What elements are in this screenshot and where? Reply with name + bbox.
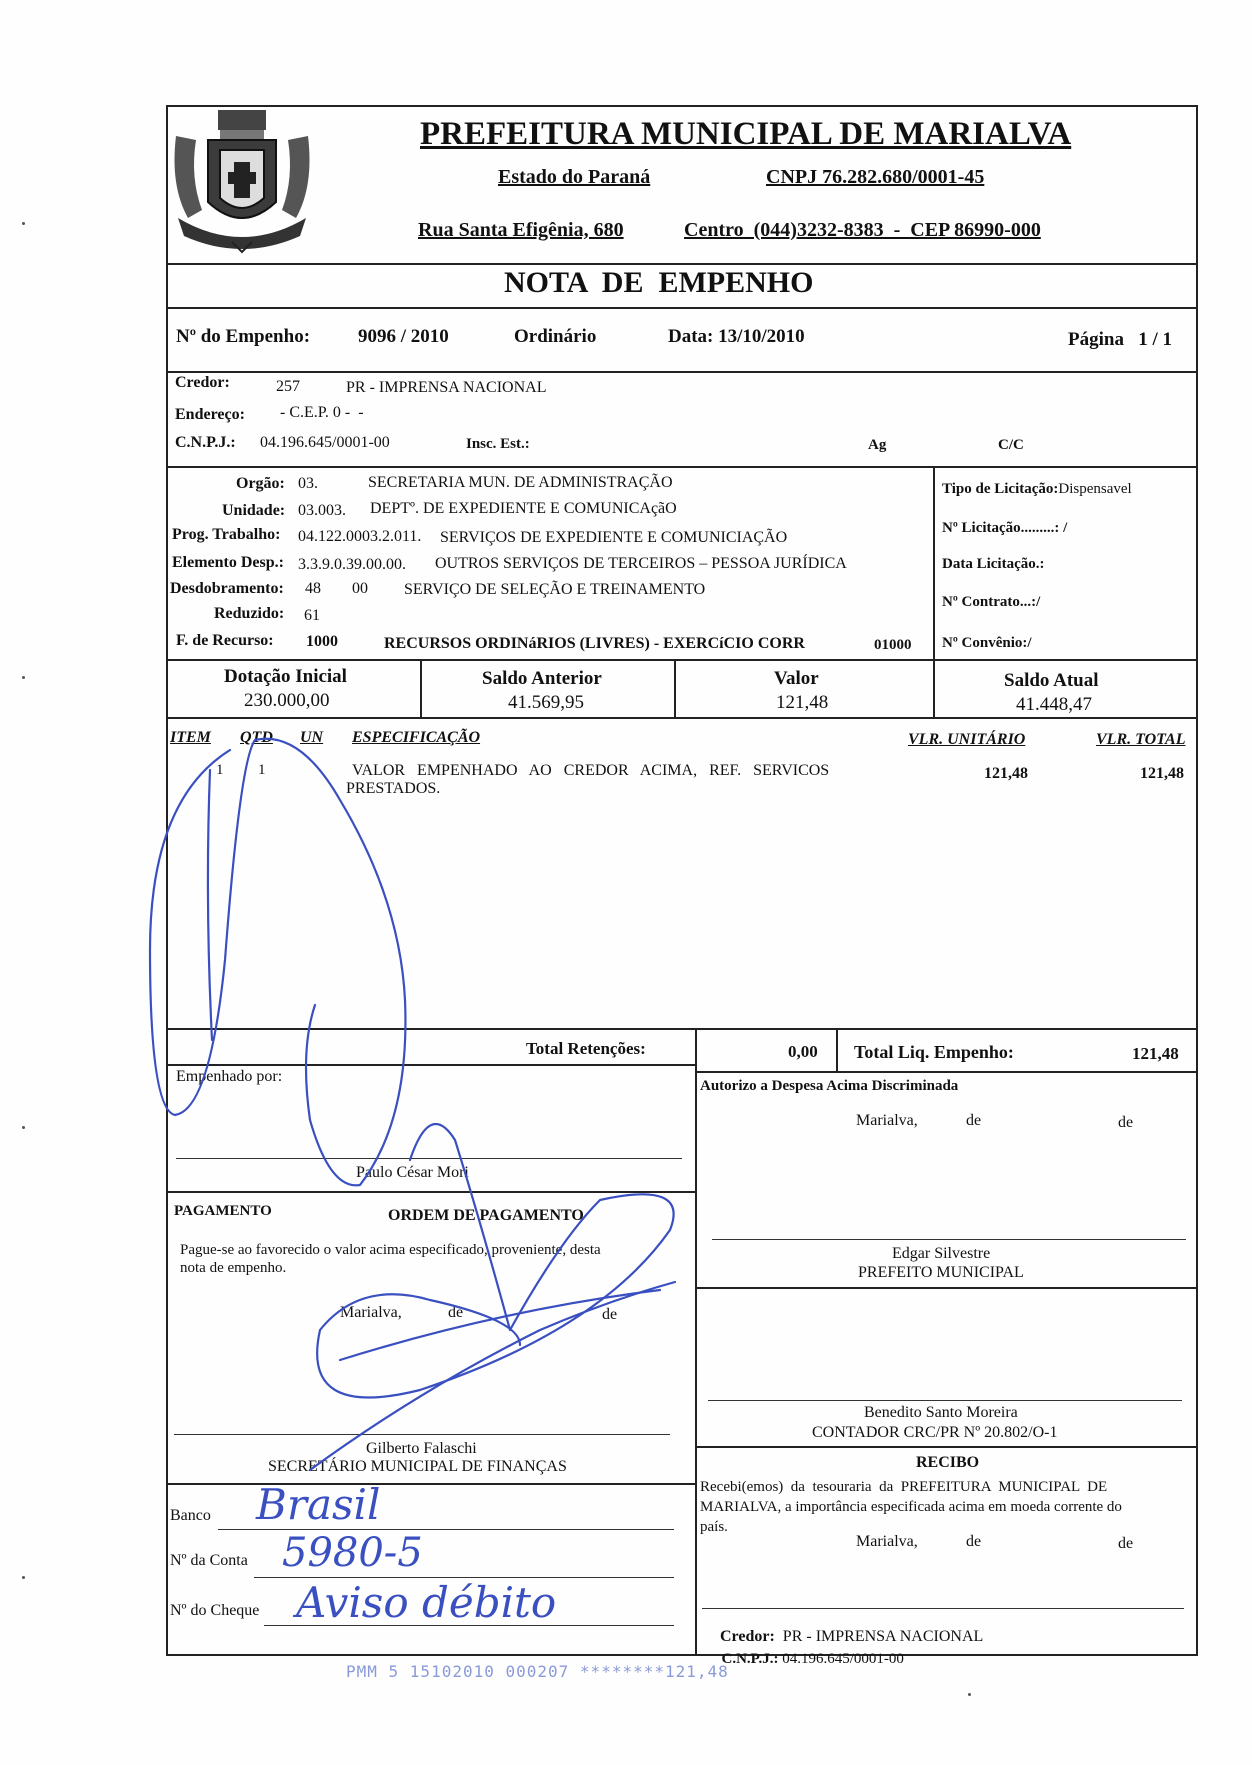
- scan-speck: [968, 1693, 971, 1696]
- reduzido-label: Reduzido:: [214, 605, 285, 622]
- district-phone-cep: Centro (044)3232-8383 - CEP 86990-000: [684, 219, 1041, 241]
- orgao-label: Orgão:: [236, 475, 285, 492]
- recibo-city: Marialva,: [856, 1533, 918, 1550]
- tipo-licitacao-value: Dispensavel: [1058, 481, 1132, 497]
- credor-code: 257: [276, 378, 300, 395]
- autorizo-label: Autorizo a Despesa Acima Discriminada: [700, 1078, 959, 1094]
- contador-signer: Benedito Santo Moreira: [864, 1404, 1018, 1421]
- scan-speck: [22, 1576, 25, 1579]
- col-header-vlr-total: VLR. TOTAL: [1096, 731, 1186, 748]
- prefeito-signer: Edgar Silvestre: [892, 1245, 991, 1262]
- insc-est-label: Insc. Est.:: [466, 436, 530, 452]
- ordem-pagamento-label: ORDEM DE PAGAMENTO: [388, 1207, 584, 1224]
- empenho-number-label: Nº do Empenho:: [176, 326, 311, 347]
- autorizo-de-2: de: [1118, 1114, 1134, 1131]
- empenhado-signer: Paulo César Mori: [356, 1164, 469, 1181]
- elemento-desp-code: 3.3.9.0.39.00.00.: [298, 556, 406, 573]
- recibo-de-1: de: [966, 1533, 982, 1550]
- credor-label: Credor:: [175, 374, 230, 391]
- pagamento-city: Marialva,: [340, 1304, 402, 1321]
- endereco-label: Endereço:: [175, 406, 245, 423]
- desdobramento-sub: 00: [352, 580, 368, 597]
- credor-cnpj-value: 04.196.645/0001-00: [260, 434, 390, 451]
- numero-conta-label: Nº da Conta: [170, 1552, 248, 1569]
- prog-trabalho-label: Prog. Trabalho:: [172, 526, 281, 543]
- elemento-desp-name: OUTROS SERVIÇOS DE TERCEIROS – PESSOA JURÍDICA: [435, 555, 847, 572]
- total-liq-empenho-label: Total Liq. Empenho:: [854, 1042, 1014, 1062]
- street-address: Rua Santa Efigênia, 680: [418, 219, 624, 241]
- unidade-name: DEPTº. DE EXPEDIENTE E COMUNICAçãO: [370, 500, 677, 517]
- state-name: Estado do Paraná: [498, 166, 651, 188]
- page-number: Página 1 / 1: [1068, 329, 1172, 350]
- valor-label: Valor: [774, 668, 819, 689]
- prog-trabalho-code: 04.122.0003.2.011.: [298, 528, 422, 545]
- fonte-recurso-name: RECURSOS ORDINáRIOS (LIVRES) - EXERCíCIO CORR: [384, 635, 805, 652]
- credor-name: PR - IMPRENSA NACIONAL: [346, 379, 547, 396]
- dotacao-inicial-label: Dotação Inicial: [224, 666, 347, 687]
- prog-trabalho-name: SERVIÇOS DE EXPEDIENTE E COMUNICIAÇÃO: [440, 529, 788, 546]
- fonte-recurso-ref: 01000: [874, 637, 912, 653]
- total-liq-empenho-value: 121,48: [1132, 1044, 1179, 1063]
- numero-cheque-label: Nº do Cheque: [170, 1602, 260, 1619]
- agencia-label: Ag: [868, 437, 887, 453]
- orgao-name: SECRETARIA MUN. DE ADMINISTRAÇÃO: [368, 474, 673, 491]
- item-qtd: 1: [258, 762, 266, 778]
- total-retencoes-label: Total Retenções:: [526, 1039, 646, 1058]
- item-description-line1: VALOR EMPENHADO AO CREDOR ACIMA, REF. SERVICOS: [352, 762, 830, 779]
- orgao-code: 03.: [298, 475, 318, 492]
- recibo-text-line2: MARIALVA, a importância especificada acima em moeda corrente do: [700, 1499, 1122, 1515]
- secretario-role: SECRETÁRIO MUNICIPAL DE FINANÇAS: [268, 1458, 567, 1475]
- dotacao-inicial-value: 230.000,00: [244, 690, 330, 711]
- desdobramento-name: SERVIÇO DE SELEÇÃO E TREINAMENTO: [404, 581, 706, 598]
- numero-conta-handwritten: 5980-5: [282, 1530, 423, 1576]
- item-vlr-unitario: 121,48: [984, 765, 1028, 782]
- fonte-recurso-label: F. de Recurso:: [176, 632, 274, 649]
- numero-convenio: Nº Convênio:/: [942, 635, 1032, 651]
- item-description-line2: PRESTADOS.: [346, 780, 441, 797]
- fonte-recurso-code: 1000: [306, 633, 338, 650]
- reduzido-value: 61: [304, 607, 320, 624]
- contador-role: CONTADOR CRC/PR Nº 20.802/O-1: [812, 1424, 1058, 1441]
- desdobramento-code: 48: [305, 580, 321, 597]
- scan-speck: [22, 676, 25, 679]
- prefeito-role: PREFEITO MUNICIPAL: [858, 1264, 1024, 1281]
- recibo-credor-label: Credor:: [720, 1628, 775, 1645]
- col-header-un: UN: [300, 729, 324, 746]
- banco-handwritten: Brasil: [256, 1480, 381, 1529]
- banco-label: Banco: [170, 1507, 211, 1524]
- recibo-label: RECIBO: [916, 1454, 980, 1471]
- saldo-anterior-value: 41.569,95: [508, 692, 584, 713]
- desdobramento-label: Desdobramento:: [170, 580, 284, 597]
- item-vlr-total: 121,48: [1140, 765, 1184, 782]
- autorizo-de-1: de: [966, 1112, 982, 1129]
- pagamento-de-1: de: [448, 1304, 464, 1321]
- empenho-type: Ordinário: [514, 326, 597, 347]
- total-retencoes-value: 0,00: [788, 1042, 818, 1061]
- numero-licitacao: Nº Licitação.........: /: [942, 520, 1068, 536]
- municipality-title: PREFEITURA MUNICIPAL DE MARIALVA: [420, 116, 1072, 152]
- numero-cheque-handwritten: Aviso débito: [296, 1578, 557, 1627]
- saldo-anterior-label: Saldo Anterior: [482, 668, 602, 689]
- valor-value: 121,48: [776, 692, 829, 713]
- data-licitacao: Data Licitação.:: [942, 556, 1045, 572]
- pagamento-text-line1: Pague-se ao favorecido o valor acima especificado, proveniente, desta: [180, 1242, 601, 1258]
- saldo-atual-label: Saldo Atual: [1004, 670, 1099, 691]
- recibo-text-line1: Recebi(emos) da tesouraria da PREFEITURA MUNICIPAL DE: [700, 1479, 1108, 1495]
- autorizo-city: Marialva,: [856, 1112, 918, 1129]
- empenho-date: Data: 13/10/2010: [668, 326, 805, 347]
- elemento-desp-label: Elemento Desp.:: [172, 554, 284, 571]
- pagamento-label: PAGAMENTO: [174, 1203, 272, 1219]
- saldo-atual-value: 41.448,47: [1016, 694, 1092, 715]
- recibo-credor-value: PR - IMPRENSA NACIONAL: [782, 1628, 984, 1645]
- col-header-vlr-unitario: VLR. UNITÁRIO: [908, 731, 1026, 748]
- recibo-cnpj-label: C.N.P.J.:: [721, 1651, 779, 1667]
- recibo-text-line3: país.: [700, 1519, 728, 1535]
- conta-corrente-label: C/C: [998, 437, 1024, 453]
- scan-speck: [22, 222, 25, 225]
- item-number: 1: [216, 762, 224, 778]
- col-header-qtd: QTD: [240, 729, 273, 746]
- recibo-cnpj-value: 04.196.645/0001-00: [782, 1651, 904, 1667]
- pagamento-de-2: de: [602, 1306, 618, 1323]
- unidade-code: 03.003.: [298, 502, 346, 519]
- mechanical-stamp: PMM 5 15102010 000207 ********121,48: [346, 1662, 729, 1681]
- numero-contrato: Nº Contrato...:/: [942, 594, 1041, 610]
- municipality-cnpj: CNPJ 76.282.680/0001-45: [766, 166, 985, 188]
- scan-speck: [22, 1126, 25, 1129]
- secretario-signer: Gilberto Falaschi: [366, 1440, 477, 1457]
- tipo-licitacao-label: Tipo de Licitação:: [942, 481, 1059, 497]
- credor-cnpj-label: C.N.P.J.:: [175, 434, 236, 451]
- recibo-de-2: de: [1118, 1535, 1134, 1552]
- endereco-value: - C.E.P. 0 - -: [280, 404, 364, 421]
- col-header-item: ITEM: [170, 729, 211, 746]
- empenhado-por-label: Empenhado por:: [176, 1068, 283, 1085]
- pagamento-text-line2: nota de empenho.: [180, 1260, 287, 1276]
- document-title: NOTA DE EMPENHO: [504, 266, 814, 299]
- empenho-number: 9096 / 2010: [358, 326, 449, 347]
- unidade-label: Unidade:: [222, 502, 286, 519]
- col-header-especificacao: ESPECIFICAÇÃO: [352, 729, 481, 746]
